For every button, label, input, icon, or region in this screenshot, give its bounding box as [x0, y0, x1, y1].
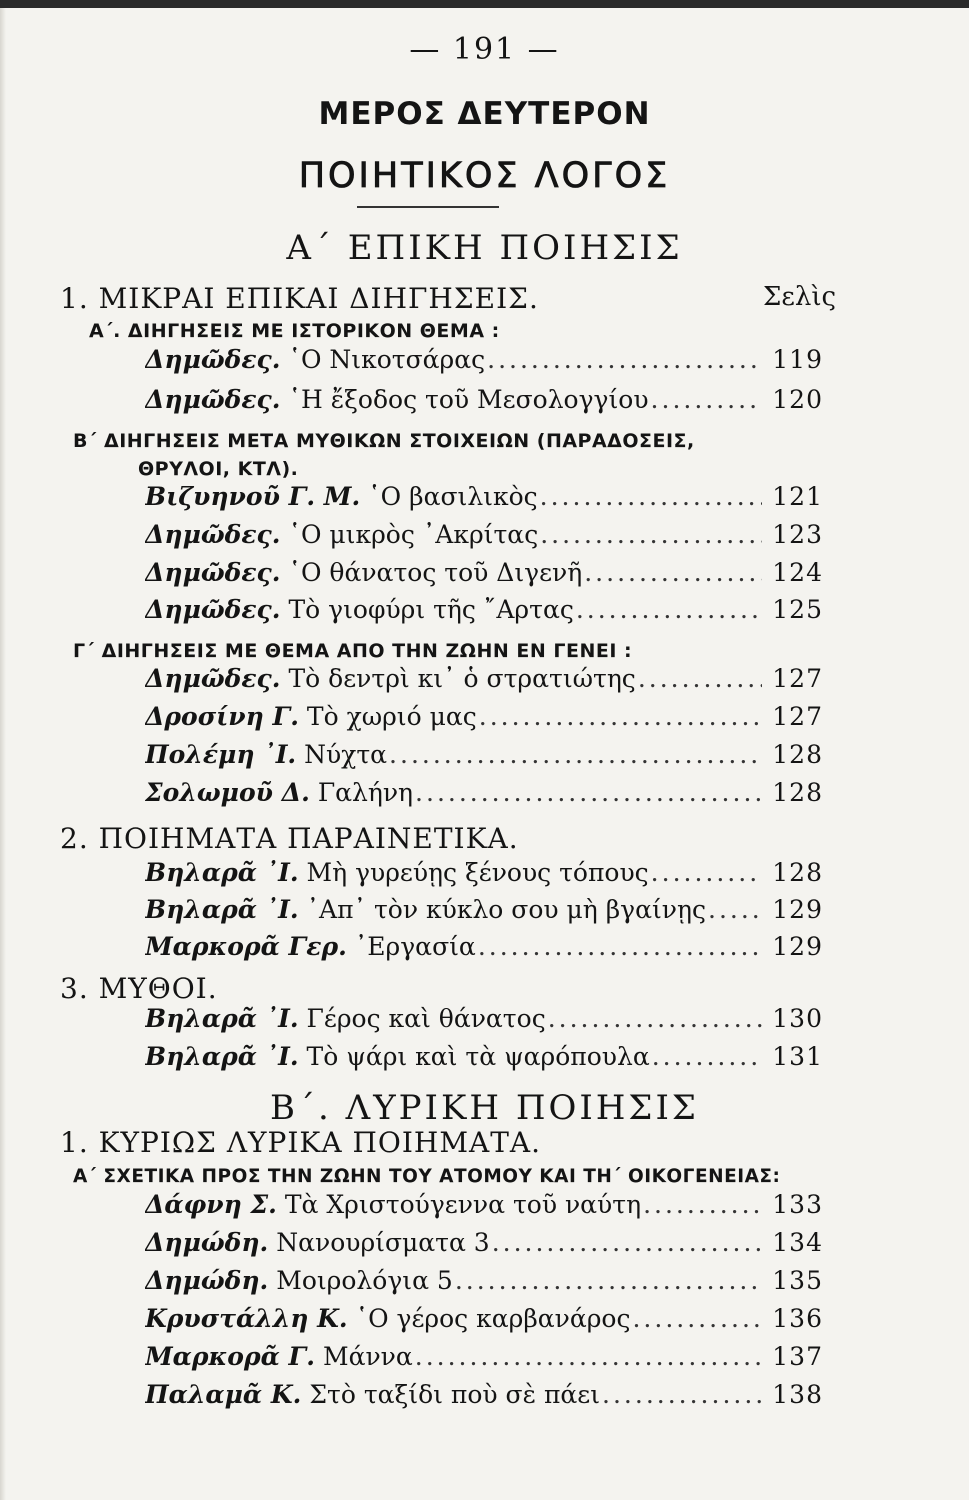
entry-page: 129 [772, 895, 823, 924]
entry-author: Δημῶδες. [145, 664, 281, 693]
leader-dots [415, 778, 762, 807]
leader-dots [548, 1004, 763, 1033]
chapter-heading-lyric: Β΄. ΛΥΡΙΚΗ ΠΟΙΗΣΙΣ [270, 1088, 699, 1128]
section-heading: 2. ΠΟΙΗΜΑΤΑ ΠΑΡΑΙΝΕΤΙΚΑ. [60, 822, 519, 855]
entry-page: 124 [772, 558, 823, 587]
entry-page: 135 [772, 1266, 823, 1295]
entry-page: 121 [772, 482, 823, 511]
entry-title: Γαλήνη [317, 778, 414, 807]
toc-entry [145, 895, 823, 931]
entry-page: 137 [772, 1342, 823, 1371]
entry-page: 128 [772, 778, 823, 807]
entry-title: Στὸ ταξίδι ποὺ σὲ πάει [309, 1380, 601, 1409]
entry-page: 120 [772, 385, 823, 414]
entry-title: ᾿Απ᾿ τὸν κύκλο σου μὴ βγαίνῃς [306, 895, 706, 924]
entry-title: Νύχτα [304, 740, 388, 769]
leader-dots [455, 1266, 762, 1295]
leader-dots [708, 895, 762, 924]
leader-dots [389, 740, 762, 769]
entry-author: Δημώδη. [145, 1266, 269, 1295]
entry-title: Τὸ δεντρὶ κι᾿ ὁ στρατιώτης [288, 664, 636, 693]
entry-author: Δημῶδες. [145, 520, 281, 549]
entry-title: Τὸ γιοφύρι τῆς ῎Αρτας [288, 595, 574, 624]
entry-author: Πολέμη ᾿Ι. [145, 740, 297, 769]
entry-author: Βηλαρᾶ ᾿Ι. [145, 1004, 299, 1033]
entry-author: Κρυστάλλη Κ. [145, 1304, 348, 1333]
entry-title: ῾Ο Νικοτσάρας [288, 345, 486, 374]
entry-title: ᾿Εργασία [354, 932, 476, 961]
page-number: — 191 — [409, 32, 560, 67]
entry-page: 136 [772, 1304, 823, 1333]
leader-dots [479, 702, 763, 731]
entry-page: 131 [772, 1042, 823, 1071]
divider [357, 206, 499, 208]
entry-author: Σολωμοῦ Δ. [145, 778, 310, 807]
entry-title: ῾Ο θάνατος τοῦ Διγενῆ [288, 558, 583, 587]
entry-title: Τὸ χωριό μας [306, 702, 477, 731]
entry-title: Τὸ ψάρι καὶ τὰ ψαρόπουλα [306, 1042, 650, 1071]
toc-entry [145, 858, 823, 894]
entry-page: 127 [772, 664, 823, 693]
leader-dots [643, 1190, 762, 1219]
entry-author: Βηλαρᾶ ᾿Ι. [145, 858, 299, 887]
toc-entry [145, 1380, 823, 1416]
toc-entry [145, 1304, 823, 1340]
entry-title: ῾Η ἔξοδος τοῦ Μεσολογγίου [288, 385, 649, 414]
entry-title: Νανουρίσματα 3 [276, 1228, 490, 1257]
toc-entry [145, 778, 823, 814]
entry-author: Δημώδη. [145, 1228, 269, 1257]
entry-page: 125 [772, 595, 823, 624]
leader-dots [584, 558, 762, 587]
section-heading: 3. ΜΥΘΟΙ. [60, 972, 218, 1005]
entry-page: 133 [772, 1190, 823, 1219]
entry-page: 138 [772, 1380, 823, 1409]
entry-author: Παλαμᾶ Κ. [145, 1380, 302, 1409]
toc-entry [145, 385, 823, 421]
entry-page: 119 [772, 345, 823, 374]
toc-entry [145, 1190, 823, 1226]
entry-title: Τὰ Χριστούγεννα τοῦ ναύτη [284, 1190, 642, 1219]
leader-dots [638, 664, 762, 693]
leader-dots [492, 1228, 763, 1257]
subsection-heading: Β΄ ΔΙΗΓΗΣΕΙΣ ΜΕΤΑ ΜΥΘΙΚΩΝ ΣΤΟΙΧΕΙΩΝ (ΠΑΡΑΔΟΣΕΙΣ, [73, 430, 695, 452]
page-top-border [0, 0, 969, 8]
entry-author: Δημῶδες. [145, 385, 281, 414]
section-heading: 1. ΜΙΚΡΑΙ ΕΠΙΚΑΙ ΔΙΗΓΗΣΕΙΣ. [60, 282, 539, 315]
leader-dots [651, 385, 763, 414]
entry-author: Βιζυηνοῦ Γ. Μ. [145, 482, 361, 511]
page-column-label: Σελὶς [763, 282, 837, 312]
entry-author: Βηλαρᾶ ᾿Ι. [145, 1042, 299, 1071]
leader-dots [632, 1304, 762, 1333]
toc-entry [145, 595, 823, 631]
toc-entry [145, 345, 823, 381]
entry-title: Μοιρολόγια 5 [276, 1266, 453, 1295]
toc-entry [145, 932, 823, 968]
toc-entry [145, 1266, 823, 1302]
entry-page: 123 [772, 520, 823, 549]
toc-entry [145, 520, 823, 556]
entry-title: ῾Ο γέρος καρβανάρος [355, 1304, 631, 1333]
entry-title: Γέρος καὶ θάνατος [306, 1004, 546, 1033]
toc-entry [145, 702, 823, 738]
toc-entry [145, 482, 823, 518]
entry-author: Δάφνη Σ. [145, 1190, 277, 1219]
leader-dots [478, 932, 762, 961]
toc-entry [145, 1042, 823, 1078]
entry-page: 134 [772, 1228, 823, 1257]
leader-dots [576, 595, 762, 624]
entry-author: Βηλαρᾶ ᾿Ι. [145, 895, 299, 924]
entry-page: 127 [772, 702, 823, 731]
toc-entry [145, 1004, 823, 1040]
leader-dots [651, 858, 763, 887]
leader-dots [487, 345, 762, 374]
leader-dots [602, 1380, 762, 1409]
entry-author: Δημῶδες. [145, 558, 281, 587]
leader-dots [540, 520, 762, 549]
entry-author: Μαρκορᾶ Γερ. [145, 932, 347, 961]
toc-entry [145, 664, 823, 700]
entry-title: Μὴ γυρεύῃς ξένους τόπους [306, 858, 649, 887]
leader-dots [415, 1342, 763, 1371]
entry-title: ῾Ο μικρὸς ᾿Ακρίτας [288, 520, 539, 549]
subsection-heading: Α΄. ΔΙΗΓΗΣΕΙΣ ΜΕ ΙΣΤΟΡΙΚΟΝ ΘΕΜΑ : [89, 320, 500, 342]
entry-page: 128 [772, 740, 823, 769]
toc-entry [145, 558, 823, 594]
entry-author: Δροσίνη Γ. [145, 702, 299, 731]
entry-page: 129 [772, 932, 823, 961]
toc-entry [145, 1342, 823, 1378]
chapter-heading-epic: Α΄ ΕΠΙΚΗ ΠΟΙΗΣΙΣ [286, 228, 683, 268]
entry-page: 130 [772, 1004, 823, 1033]
entry-author: Μαρκορᾶ Γ. [145, 1342, 315, 1371]
entry-title: Μάννα [322, 1342, 413, 1371]
entry-title: ῾Ο βασιλικὸς [368, 482, 538, 511]
toc-entry [145, 740, 823, 776]
entry-author: Δημῶδες. [145, 345, 281, 374]
leader-dots [540, 482, 763, 511]
section-heading: 1. ΚΥΡΙΩΣ ΛΥΡΙΚΑ ΠΟΙΗΜΑΤΑ. [60, 1126, 542, 1159]
subsection-heading-continued: ΘΡΥΛΟΙ, ΚΤΛ). [138, 458, 299, 480]
entry-page: 128 [772, 858, 823, 887]
subsection-heading: Γ΄ ΔΙΗΓΗΣΕΙΣ ΜΕ ΘΕΜΑ ΑΠΟ ΤΗΝ ΖΩΗΝ ΕΝ ΓΕΝΕΙ : [73, 640, 633, 662]
part-heading: ΜΕΡΟΣ ΔΕΥΤΕΡΟΝ [318, 96, 651, 132]
toc-entry [145, 1228, 823, 1264]
entry-author: Δημῶδες. [145, 595, 281, 624]
subsection-heading: Α΄ ΣΧΕΤΙΚΑ ΠΡΟΣ ΤΗΝ ΖΩΗΝ ΤΟΥ ΑΤΟΜΟΥ ΚΑΙ ΤΗ΄ ΟΙΚΟΓΕΝΕΙΑΣ: [73, 1166, 781, 1187]
part-subheading: ΠΟΙΗΤΙΚΟΣ ΛΟΓΟΣ [298, 156, 671, 196]
leader-dots [652, 1042, 763, 1071]
